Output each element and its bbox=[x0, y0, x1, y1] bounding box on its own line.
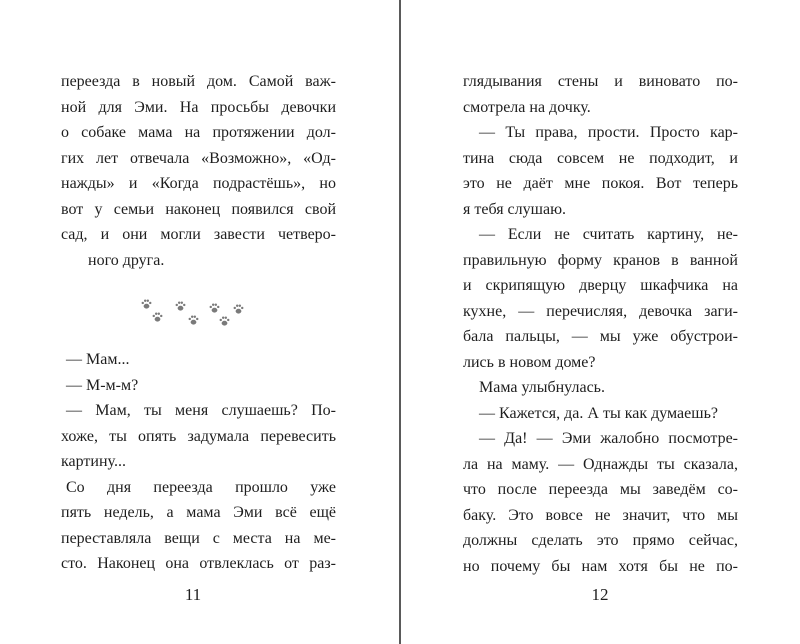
right-page-text bbox=[463, 69, 738, 579]
paw-prints-icon bbox=[61, 273, 336, 347]
text-line: о собаке мама на протяжении дол- bbox=[61, 124, 336, 141]
text-line: что после переезда мы заведём со- bbox=[463, 481, 738, 498]
text-line: это не даёт мне покоя. Вот теперь bbox=[463, 175, 738, 192]
text-line: нажды» и «Когда подрастёшь», но bbox=[61, 175, 336, 192]
text-line: баку. Это вовсе не значит, что мы bbox=[463, 506, 738, 524]
text-line: лись в новом доме? bbox=[463, 353, 596, 371]
paragraph bbox=[463, 375, 738, 401]
text-line: ла на маму. — Однажды ты сказала, bbox=[463, 455, 738, 473]
page-number-left: 11 bbox=[184, 585, 202, 604]
text-line: — Да! — Эми жалобно посмотре- bbox=[479, 430, 738, 447]
text-line: — Ты права, прости. Просто кар- bbox=[479, 124, 738, 141]
text-line: Мама улыбнулась. bbox=[479, 379, 605, 396]
text-line: — Мам... bbox=[66, 351, 130, 368]
text-line: тина сюда совсем не подходит, и bbox=[463, 149, 738, 167]
page-number-right: 12 bbox=[591, 585, 609, 604]
text-line: кухне, — перечисляя, девочка заги- bbox=[463, 302, 738, 320]
paragraph bbox=[463, 69, 738, 120]
left-page-text bbox=[61, 69, 336, 577]
text-line: переставляла вещи с места на ме- bbox=[61, 529, 336, 547]
text-line: ного друга. bbox=[88, 251, 165, 269]
text-line: смотрела на дочку. bbox=[463, 98, 591, 116]
paragraph bbox=[463, 401, 738, 427]
text-line: гих лет отвечала «Возможно», «Од- bbox=[61, 149, 336, 167]
text-line: правильную форму кранов в ванной bbox=[463, 251, 738, 269]
text-line: — Кажется, да. А ты как думаешь? bbox=[479, 404, 718, 422]
paragraph bbox=[61, 69, 336, 273]
text-line: — Если не считать картину, не- bbox=[479, 226, 738, 243]
text-line: я тебя слушаю. bbox=[463, 200, 567, 218]
text-line: ной для Эми. На просьбы девочки bbox=[61, 98, 336, 116]
text-line: сто. Наконец она отвлеклась от раз- bbox=[61, 555, 336, 572]
paragraph bbox=[61, 398, 336, 475]
text-line: сад, и они могли завести четверо- bbox=[61, 226, 336, 243]
text-line: картину... bbox=[61, 453, 126, 470]
paragraph bbox=[61, 475, 336, 577]
text-line: хоже, ты опять задумала перевесить bbox=[61, 427, 336, 445]
text-line: переезда в новый дом. Самой важ- bbox=[61, 73, 336, 90]
text-line: — Мам, ты меня слушаешь? По- bbox=[66, 402, 336, 419]
paragraph bbox=[463, 120, 738, 222]
paragraph bbox=[463, 222, 738, 375]
text-line: — М-м-м? bbox=[66, 376, 139, 394]
text-line: вот у семьи наконец появился свой bbox=[61, 200, 336, 218]
text-line: и скрипящую дверцу шкафчика на bbox=[463, 277, 738, 294]
text-line: должны сделать это прямо сейчас, bbox=[463, 532, 738, 549]
text-line: бала пальцы, — мы уже обустрои- bbox=[463, 328, 738, 345]
text-line: глядывания стены и виновато по- bbox=[463, 73, 738, 90]
dialog-lines bbox=[61, 347, 336, 398]
text-line: Со дня переезда прошло уже bbox=[66, 478, 336, 496]
paragraph bbox=[463, 426, 738, 579]
text-line: пять недель, а мама Эми всё ещё bbox=[61, 504, 336, 521]
text-line: но почему бы нам хотя бы не по- bbox=[463, 557, 738, 575]
